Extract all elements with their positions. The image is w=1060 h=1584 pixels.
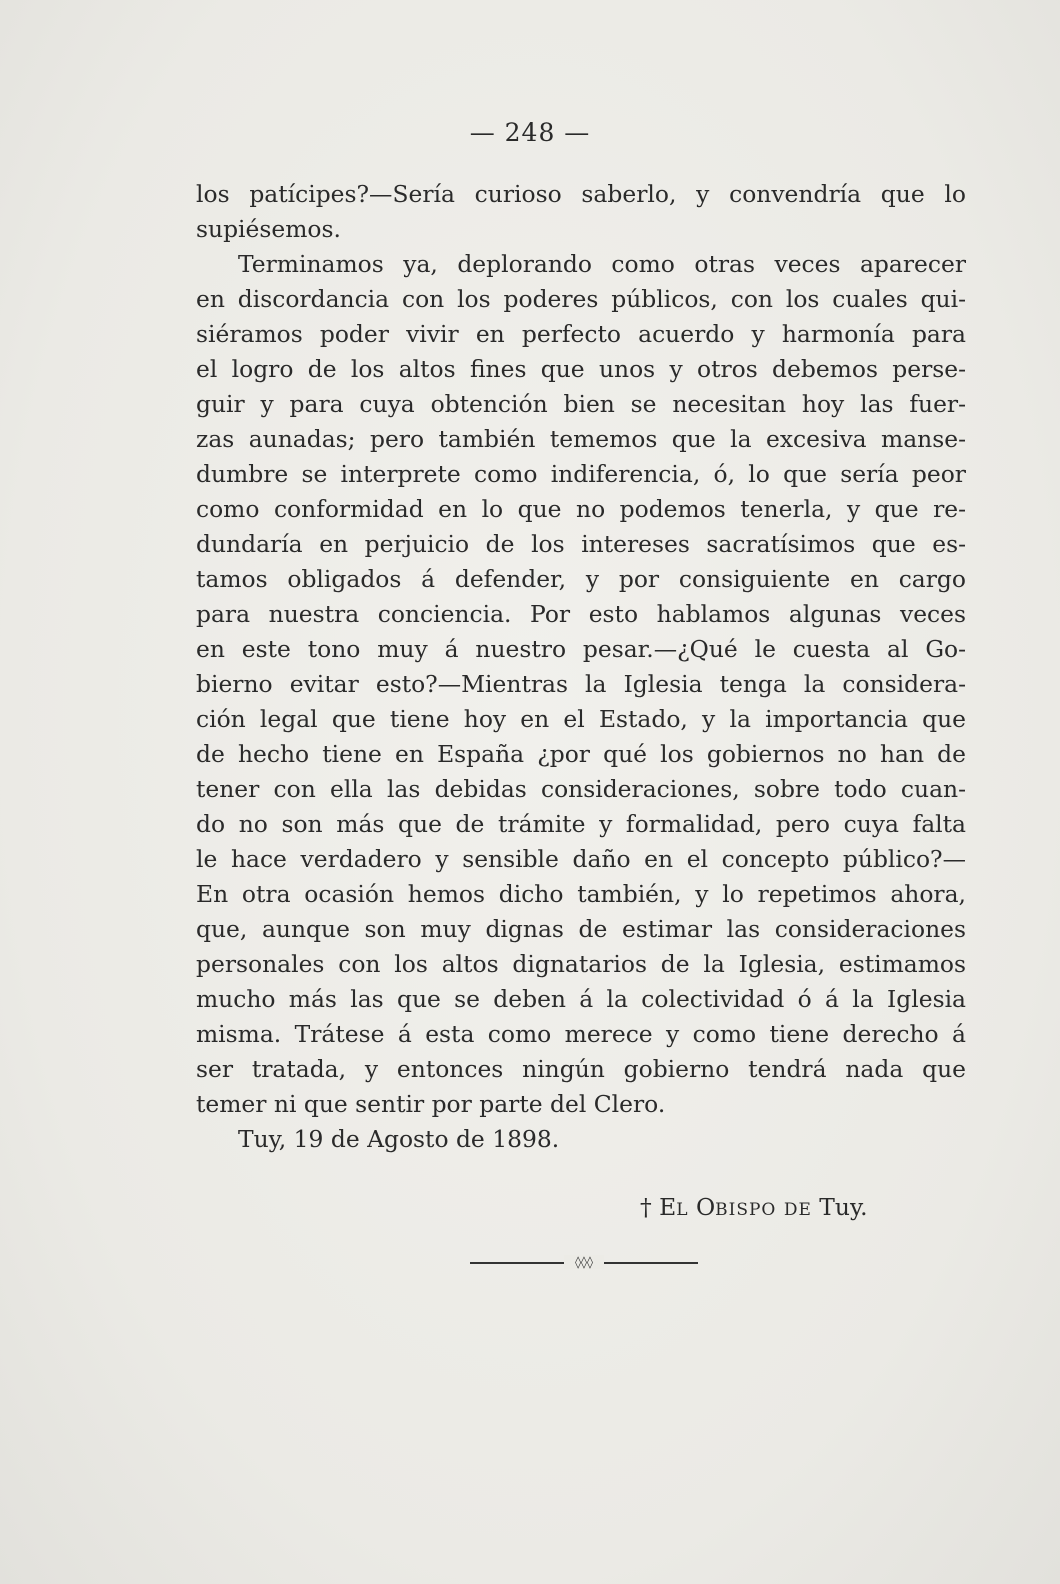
text-line: ser tratada, y entonces ningún gobierno tendrá nada que	[196, 1055, 966, 1083]
signature	[640, 1193, 868, 1221]
text-line: personales con los altos dignatarios de la Iglesia, estimamos	[196, 950, 966, 978]
text-line: supiésemos.	[196, 215, 341, 243]
text-line: guir y para cuya obtención bien se necesitan hoy las fuer-	[196, 390, 966, 418]
signature-de: DE	[783, 1200, 812, 1220]
text-line: dumbre se interprete como indiferencia, ó, lo que sería peor	[196, 460, 966, 488]
text-line: en este tono muy á nuestro pesar.—¿Qué le cuesta al Go-	[196, 635, 966, 663]
text-line: de hecho tiene en España ¿por qué los gobiernos no han de	[196, 740, 966, 768]
text-line: le hace verdadero y sensible daño en el concepto público?—	[196, 845, 966, 873]
text-line: los patícipes?—Sería curioso saberlo, y convendría que lo	[196, 180, 966, 208]
signature-obispo-rest: BISPO	[715, 1200, 777, 1220]
text-line: tamos obligados á defender, y por consiguiente en cargo	[196, 565, 966, 593]
text-line: siéramos poder vivir en perfecto acuerdo y harmonía para	[196, 320, 966, 348]
text-line: como conformidad en lo que no podemos tenerla, y que re-	[196, 495, 966, 523]
signature-obispo-initial: O	[695, 1193, 716, 1221]
text-line: mucho más las que se deben á la colectividad ó á la Iglesia	[196, 985, 966, 1013]
text-line: que, aunque son muy dignas de estimar las consideraciones	[196, 915, 966, 943]
text-line: tener con ella las debidas consideraciones, sobre todo cuan-	[196, 775, 966, 803]
cross-symbol: †	[640, 1193, 652, 1221]
signature-el-initial: E	[659, 1193, 677, 1221]
text-line: Tuy, 19 de Agosto de 1898.	[238, 1125, 560, 1153]
text-line: dundaría en perjuicio de los intereses sacratísimos que es-	[196, 530, 966, 558]
text-line: temer ni que sentir por parte del Clero.	[196, 1090, 666, 1118]
text-line: en discordancia con los poderes públicos, con los cuales qui-	[196, 285, 966, 313]
text-line: do no son más que de trámite y formalidad, pero cuya falta	[196, 810, 966, 838]
closing-ornament	[470, 1256, 698, 1270]
text-line: el logro de los altos fines que unos y otros debemos perse-	[196, 355, 966, 383]
ornament-knot-icon: ◊◊◊	[564, 1255, 604, 1269]
letter-body	[196, 177, 966, 1157]
text-line: bierno evitar esto?—Mientras la Iglesia tenga la considera-	[196, 670, 966, 698]
text-line: ción legal que tiene hoy en el Estado, y la importancia que	[196, 705, 966, 733]
text-line: misma. Trátese á esta como merece y como tiene derecho á	[196, 1020, 966, 1048]
text-line: Terminamos ya, deplorando como otras veces aparecer	[238, 250, 966, 278]
text-line: zas aunadas; pero también tememos que la excesiva manse-	[196, 425, 966, 453]
signature-place: Tuy.	[819, 1193, 868, 1221]
text-line: En otra ocasión hemos dicho también, y lo repetimos ahora,	[196, 880, 966, 908]
page-number: — 248 —	[469, 118, 591, 147]
text-line: para nuestra conciencia. Por esto hablamos algunas veces	[196, 600, 966, 628]
signature-el-rest: L	[676, 1200, 689, 1220]
